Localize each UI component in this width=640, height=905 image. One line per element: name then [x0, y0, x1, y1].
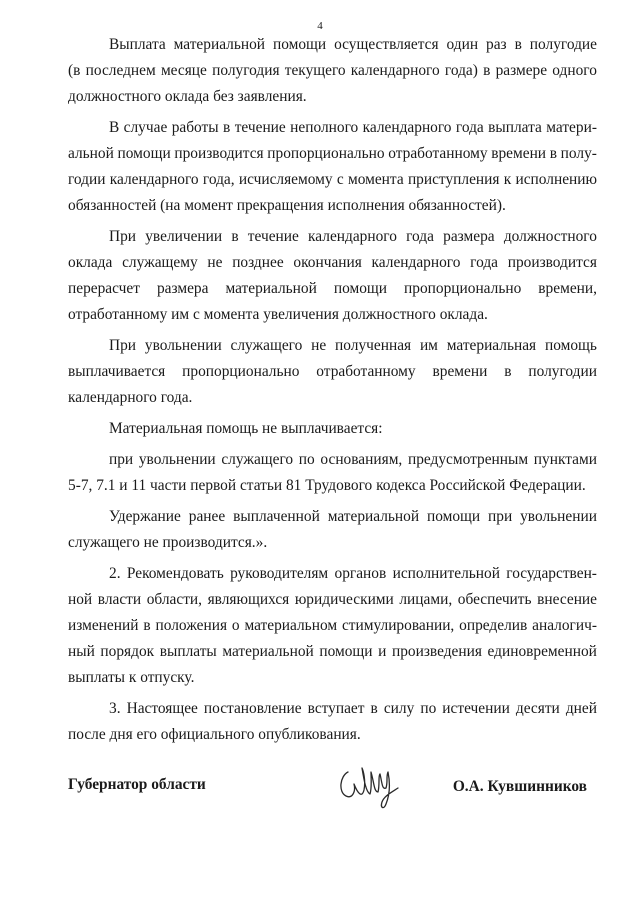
document-body — [68, 32, 597, 748]
text-line: 2. Рекомендовать руководителям органов исполнительной государствен- — [109, 565, 597, 582]
paragraph — [68, 224, 597, 328]
text-line: годии календарного года, исчисляемому с момента приступления к исполнению — [68, 171, 597, 188]
text-line: Удержание ранее выплаченной материальной помощи при увольнении — [109, 508, 597, 525]
paragraph — [68, 504, 597, 556]
text-line: При увольнении служащего не полученная им материальная помощь — [109, 337, 597, 354]
text-line: изменений в положения о материальном стимулировании, определив аналогич- — [68, 617, 597, 634]
paragraph — [68, 447, 597, 499]
text-line: при увольнении служащего по основаниям, предусмотренным пунктами — [109, 451, 597, 468]
paragraph — [68, 333, 597, 411]
paragraph — [68, 561, 597, 691]
paragraph — [68, 416, 597, 442]
text-line: календарного года. — [68, 389, 193, 406]
text-line: выплачивается пропорционально отработанному времени в полугодии — [68, 363, 597, 380]
text-line: должностного оклада без заявления. — [68, 88, 307, 105]
text-line: ный порядок выплаты материальной помощи и произведения единовременной — [68, 643, 597, 660]
signer-title: Губернатор области — [68, 776, 206, 793]
text-line: перерасчет размера материальной помощи пропорционально времени, — [68, 280, 597, 297]
text-line: 3. Настоящее постановление вступает в силу по истечении десяти дней — [109, 700, 597, 717]
paragraph — [68, 115, 597, 219]
paragraph — [68, 32, 597, 110]
text-line: выплаты к отпуску. — [68, 669, 195, 686]
text-line: В случае работы в течение неполного календарного года выплата матери- — [109, 119, 597, 136]
text-line: альной помощи производится пропорционально отработанному времени в полу- — [68, 145, 597, 162]
text-line: Выплата материальной помощи осуществляется один раз в полугодие — [109, 36, 597, 53]
text-line: 5-7, 7.1 и 11 части первой статьи 81 Трудового кодекса Российской Федерации. — [68, 477, 586, 494]
text-line: Материальная помощь не выплачивается: — [109, 420, 383, 437]
text-line: служащего не производится.». — [68, 534, 268, 551]
signer-name: О.А. Кувшинников — [452, 778, 587, 795]
text-line: (в последнем месяце полугодия текущего календарного года) в размере одного — [68, 62, 597, 79]
text-line: При увеличении в течение календарного года размера должностного — [109, 228, 597, 245]
page-number: 4 — [317, 20, 323, 32]
text-line: обязанностей (на момент прекращения исполнения обязанностей). — [68, 197, 506, 214]
text-line: отработанному им с момента увеличения должностного оклада. — [68, 306, 488, 323]
text-line: ной власти области, являющихся юридическими лицами, обеспечить внесение — [68, 591, 597, 608]
handwritten-signature — [336, 758, 406, 812]
paragraph — [68, 696, 597, 748]
text-line: оклада служащему не позднее окончания календарного года производится — [68, 254, 597, 271]
text-line: после дня его официального опубликования. — [68, 726, 361, 743]
signature-block — [68, 758, 597, 818]
